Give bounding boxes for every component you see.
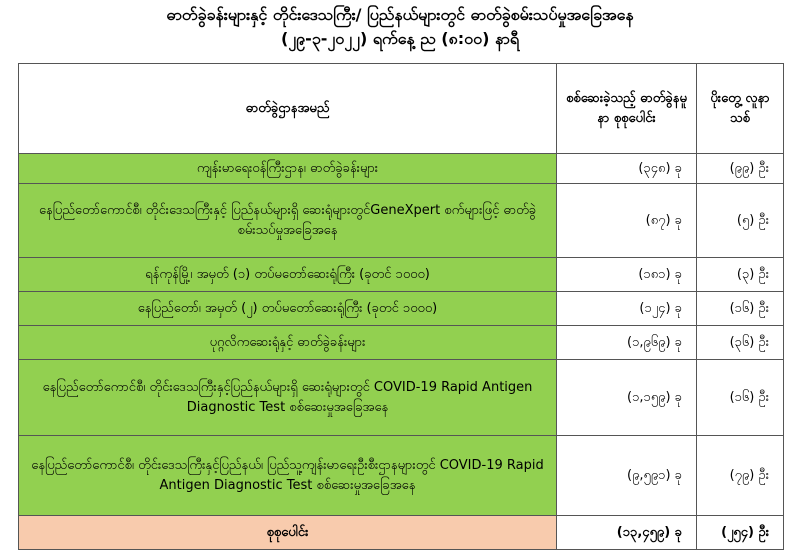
page-title [0,3,800,51]
row-positive: (၁၆) ဦး [697,292,784,326]
row-tested: (၈၇) ခု [557,184,697,258]
table-row [19,154,784,184]
row-tested: (၁၂၄) ခု [557,292,697,326]
table-row [19,292,784,326]
row-tested: (၁,၉၆၉) ခု [557,326,697,360]
header-tested: စစ်ဆေးခဲ့သည့် ဓာတ်ခွဲနမူနာ စုစုပေါင်း [557,64,697,154]
row-lab-name: နေပြည်တော်၊ အမှတ် (၂) တပ်မတော်ဆေးရုံကြီး (ခုတင် ၁၀၀၀) [19,292,557,326]
total-tested: (၁၃,၄၅၉) ခု [557,516,697,550]
row-lab-name: နေပြည်တော်ကောင်စီ၊ တိုင်းဒေသကြီးနှင့်ပြည်နယ်၊ ပြည်သူ့ကျန်းမာရေးဦးစီးဌာနများတွင် COVID-19 Rapid Antigen Diagnostic Test စစ်ဆေးမှုအခြေအနေ [19,436,557,516]
table-total-row [19,516,784,550]
row-positive: (၁၆) ဦး [697,360,784,436]
table-row [19,436,784,516]
row-lab-name: နေပြည်တော်ကောင်စီ၊ တိုင်းဒေသကြီးနှင့် ပြည်နယ်များရှိ ဆေးရုံများတွင်GeneXpert စက်များဖြင့် ဓာတ်ခွဲစမ်းသပ်မှုအခြေအနေ [19,184,557,258]
header-lab-name: ဓာတ်ခွဲဌာနအမည် [19,64,557,154]
title-line-1: ဓာတ်ခွဲခန်းများနှင့် တိုင်းဒေသကြီး/ ပြည်နယ်များတွင် ဓာတ်ခွဲစမ်းသပ်မှုအခြေအနေ [166,5,634,24]
title-line-2: (၂၉-၃-၂၀၂၂) ရက်နေ့ ည (၈:၀၀) နာရီ [280,29,520,48]
row-positive: (၃၆) ဦး [697,326,784,360]
row-lab-name: ပုဂ္ဂလိကဆေးရုံနှင့် ဓာတ်ခွဲခန်းများ [19,326,557,360]
row-tested: (၁၈၁) ခု [557,258,697,292]
row-positive: (၇၉) ဦး [697,436,784,516]
total-positive: (၂၅၄) ဦး [697,516,784,550]
table-row [19,184,784,258]
row-lab-name: ကျန်းမာရေးဝန်ကြီးဌာန၊ ဓာတ်ခွဲခန်းများ [19,154,557,184]
row-lab-name: နေပြည်တော်ကောင်စီ၊ တိုင်းဒေသကြီးနှင့်ပြည်နယ်များရှိ ဆေးရုံများတွင် COVID-19 Rapid Antigen Diagnostic Test စစ်ဆေးမှုအခြေအနေ [19,360,557,436]
row-positive: (၉၉) ဦး [697,154,784,184]
testing-table [18,63,784,550]
row-tested: (၃၄၈) ခု [557,154,697,184]
row-positive: (၃) ဦး [697,258,784,292]
table-row [19,360,784,436]
table-row [19,326,784,360]
total-label: စုစုပေါင်း [19,516,557,550]
row-lab-name: ရန်ကုန်မြို့၊ အမှတ် (၁) တပ်မတော်ဆေးရုံကြီး (ခုတင် ၁၀၀၀) [19,258,557,292]
row-tested: (၉,၅၉၁) ခု [557,436,697,516]
row-tested: (၁,၁၅၉) ခု [557,360,697,436]
table-row [19,258,784,292]
header-positive: ပိုးတွေ့ လူနာသစ် [697,64,784,154]
table-header-row [19,64,784,154]
row-positive: (၅) ဦး [697,184,784,258]
